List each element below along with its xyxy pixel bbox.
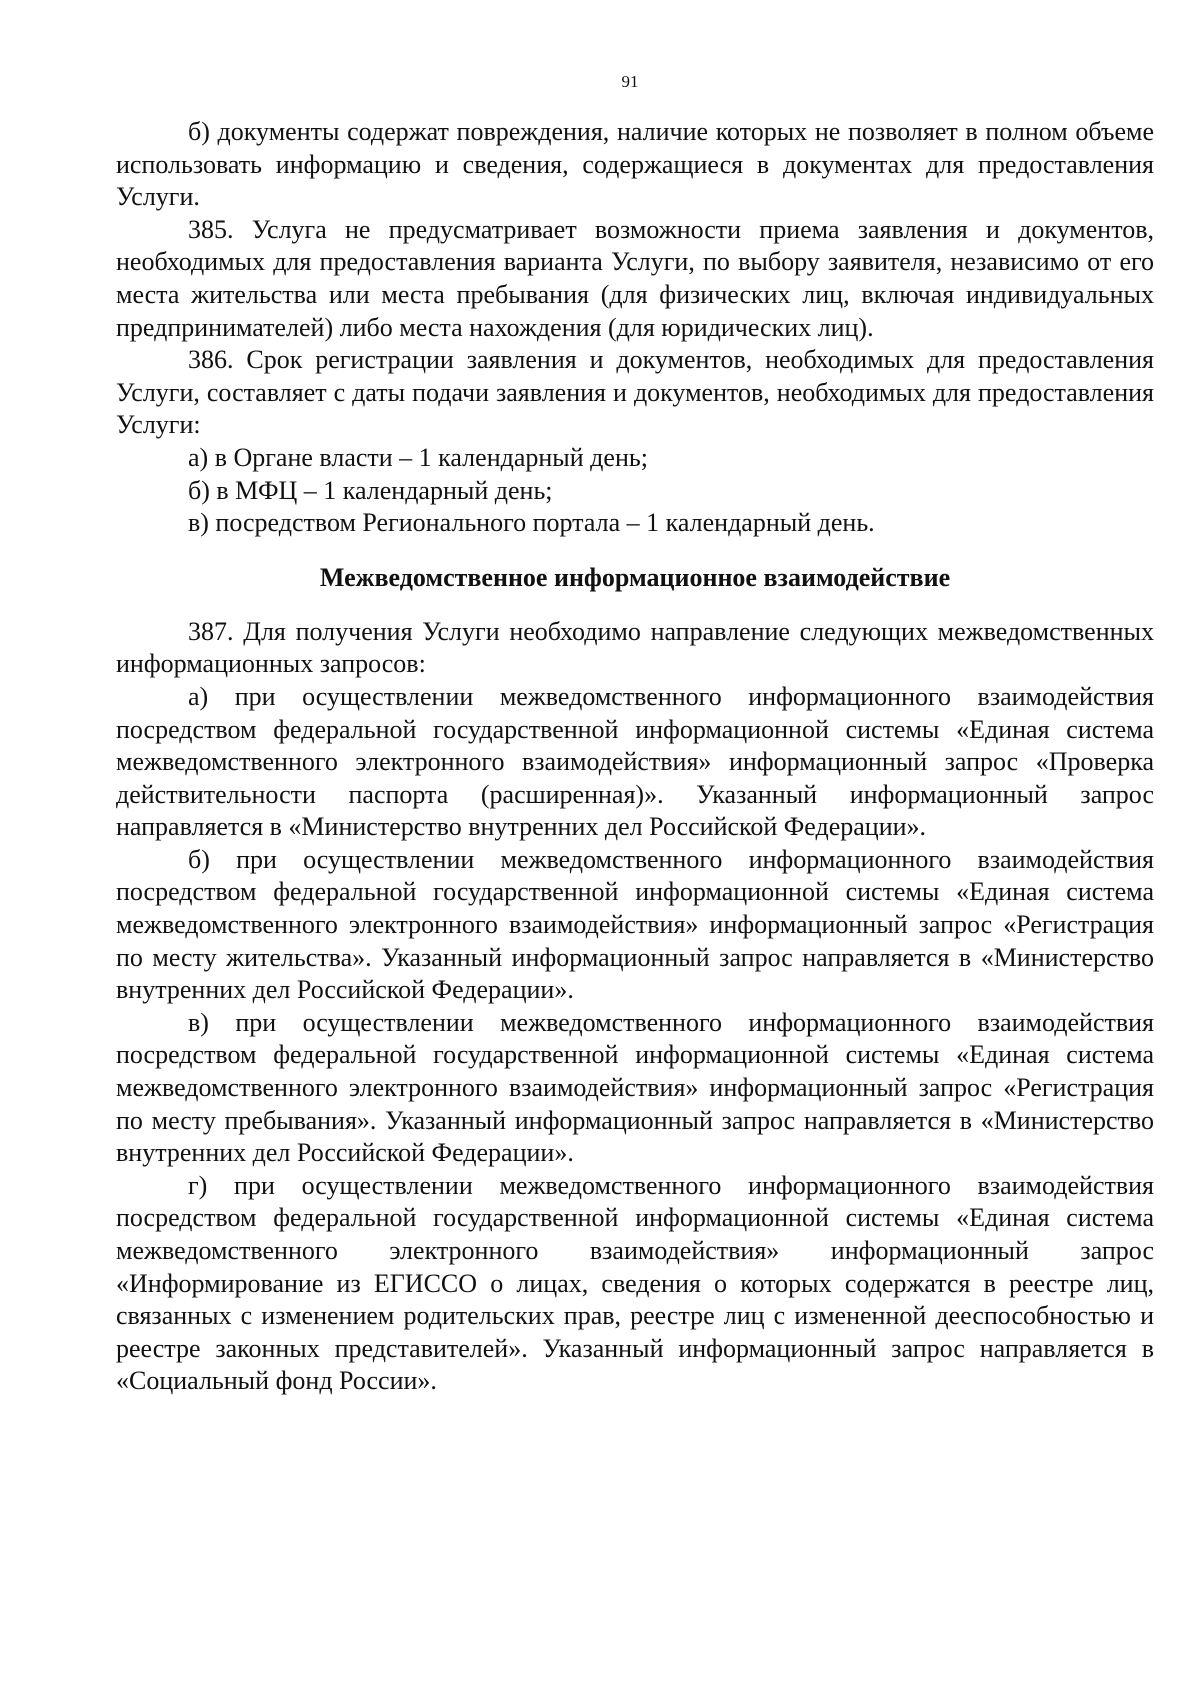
paragraph-386: 386. Срок регистрации заявления и документов, необходимых для предоставления Услуги, составляет с даты подачи заявления и документов, необходимых для предоставления Услуги: (116, 345, 1154, 440)
list-item-organ-vlasti: а) в Органе власти – 1 календарный день; (188, 442, 648, 472)
paragraph-387-a: а) при осуществлении межведомственного информационного взаимодействия посредством федеральной государственной информационной системы «Единая система межведомственного электронного взаимодействия» информационный запрос «Проверка действительности паспорта (расширенная)». Указанный информационный запрос направляется в «Министерство внутренних дел Российской Федерации». (116, 681, 1154, 842)
list-item-mfc: б) в МФЦ – 1 календарный день; (188, 475, 553, 505)
page-number: 91 (621, 72, 639, 91)
paragraph-387-g: г) при осуществлении межведомственного информационного взаимодействия посредством федеральной государственной информационной системы «Единая система межведомственного электронного взаимодействия» информационный запрос «Информирование из ЕГИССО о лицах, сведения о которых содержатся в реестре лиц, связанных с изменением родительских прав, реестре лиц с измененной дееспособностью и реестре законных представителей». Указанный информационный запрос направляется в «Социальный фонд России». (116, 1170, 1154, 1396)
paragraph-387-b: б) при осуществлении межведомственного информационного взаимодействия посредством федеральной государственной информационной системы «Единая система межведомственного электронного взаимодействия» информационный запрос «Регистрация по месту жительства». Указанный информационный запрос направляется в «Министерство внутренних дел Российской Федерации». (116, 844, 1154, 1005)
paragraph-387-v: в) при осуществлении межведомственного информационного взаимодействия посредством федеральной государственной информационной системы «Единая система межведомственного электронного взаимодействия» информационный запрос «Регистрация по месту пребывания». Указанный информационный запрос направляется в «Министерство внутренних дел Российской Федерации». (116, 1007, 1154, 1168)
document-body (116, 116, 1154, 1398)
paragraph-387: 387. Для получения Услуги необходимо направление следующих межведомственных информационных запросов: (116, 616, 1154, 679)
paragraph-385: 385. Услуга не предусматривает возможности приема заявления и документов, необходимых для предоставления варианта Услуги, по выбору заявителя, независимо от его места жительства или места пребывания (для физических лиц, включая индивидуальных предпринимателей) либо места нахождения (для юридических лиц). (116, 214, 1154, 342)
section-heading: Межведомственное информационное взаимодействие (319, 562, 951, 592)
list-item-regional-portal: в) посредством Регионального портала – 1 календарный день. (188, 508, 875, 538)
paragraph-b-documents-damaged: б) документы содержат повреждения, наличие которых не позволяет в полном объеме использовать информацию и сведения, содержащиеся в документах для предоставления Услуги. (116, 117, 1154, 212)
